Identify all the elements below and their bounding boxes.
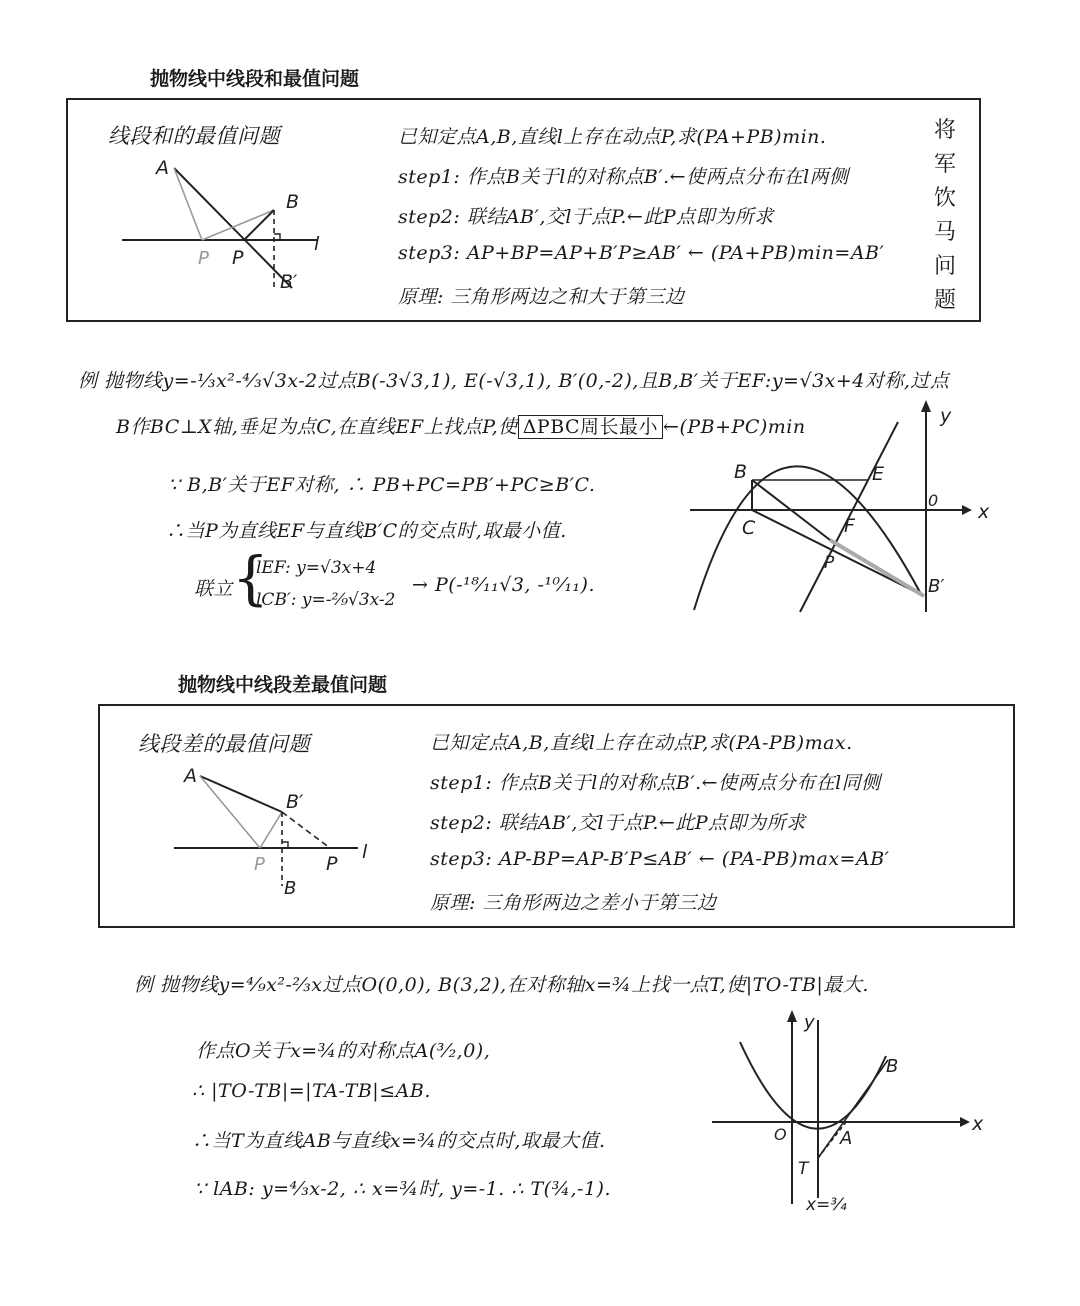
example1-boxed-phrase: ΔPBC周长最小 bbox=[518, 415, 663, 439]
label-O: 0 bbox=[928, 491, 939, 510]
side-char-1: 将 bbox=[933, 118, 956, 143]
section1-box bbox=[66, 98, 981, 322]
label-B: B bbox=[286, 191, 300, 213]
example1-sol1: ∵ B,B′关于EF对称, ∴ PB+PC=PB′+PC≥B′C. bbox=[168, 474, 596, 496]
segment-PB bbox=[244, 210, 274, 240]
x-axis-arrow-icon bbox=[962, 505, 972, 515]
example1-graph bbox=[690, 400, 990, 620]
section1-box-principle: 原理: 三角形两边之和大于第三边 bbox=[398, 286, 685, 308]
label-P: P bbox=[232, 247, 244, 269]
system-brace: { bbox=[232, 544, 269, 612]
segment-AP-gray bbox=[200, 776, 260, 848]
section2-box-step2: step2: 联结AB′,交l于点P.←此P点即为所求 bbox=[430, 812, 806, 834]
section1-box-title: 线段和的最值问题 bbox=[108, 124, 280, 148]
side-char-3: 饮 bbox=[933, 186, 956, 211]
label-F: F bbox=[844, 515, 855, 537]
example1-sol3-eq1: lEF: y=√3x+4 bbox=[256, 558, 377, 578]
section2-heading: 抛物线中线段差最值问题 bbox=[178, 674, 388, 696]
example1-line1: 例 抛物线y=-⅓x²-⁴⁄₃√3x-2过点B(-3√3,1), E(-√3,1), B′(0,-2),且B,B′关于EF:y=√3x+4对称,过点 bbox=[78, 370, 950, 392]
section1-figure bbox=[118, 157, 378, 320]
section1-box-line1: 已知定点A,B,直线l上存在动点P,求(PA+PB)min. bbox=[398, 126, 827, 148]
label-Bprime: B′ bbox=[280, 271, 298, 293]
side-char-6: 题 bbox=[933, 288, 956, 313]
section2-box bbox=[98, 704, 1015, 928]
label-symmetry-axis: x=¾ bbox=[806, 1195, 847, 1215]
section1-heading: 抛物线中线段和最值问题 bbox=[150, 68, 360, 90]
label-B: B bbox=[886, 1056, 899, 1077]
segment-PB-gray bbox=[202, 210, 274, 240]
label-A: A bbox=[184, 765, 197, 787]
label-O: O bbox=[774, 1125, 787, 1144]
label-l: l bbox=[362, 841, 368, 863]
y-axis-arrow-icon bbox=[787, 1010, 797, 1022]
label-B: B bbox=[284, 878, 297, 899]
example2-sol4: ∵ lAB: y=⁴⁄₃x-2, ∴ x=¾时, y=-1. ∴ T(¾,-1). bbox=[194, 1178, 611, 1200]
label-x: x bbox=[972, 1113, 984, 1135]
section2-box-line1: 已知定点A,B,直线l上存在动点P,求(PA-PB)max. bbox=[430, 732, 853, 754]
example1-sol3-label: 联立 bbox=[194, 578, 234, 600]
y-axis-arrow-icon bbox=[921, 400, 931, 412]
side-char-5: 问 bbox=[933, 254, 956, 279]
example2-sol2: ∴ |TO-TB|=|TA-TB|≤AB. bbox=[192, 1080, 431, 1102]
label-P-gray: P bbox=[198, 248, 209, 269]
label-P: P bbox=[824, 553, 835, 573]
section2-figure bbox=[170, 765, 400, 908]
example1-line2-post: ←(PB+PC)min bbox=[663, 416, 806, 438]
section2-box-step1: step1: 作点B关于l的对称点B′.←使两点分布在l同侧 bbox=[430, 772, 881, 794]
section2-box-step3: step3: AP-BP=AP-B′P≤AB′ ← (PA-PB)max=AB′ bbox=[430, 848, 890, 870]
label-A: A bbox=[156, 157, 169, 179]
extension-dashed bbox=[282, 812, 330, 848]
label-y: y bbox=[940, 405, 952, 427]
section1-side-label bbox=[930, 114, 960, 318]
segment-PBprime-highlight bbox=[830, 540, 924, 596]
section1-box-step3: step3: AP+BP=AP+B′P≥AB′ ← (PA+PB)min=AB′ bbox=[398, 242, 885, 264]
x-axis-arrow-icon bbox=[960, 1117, 970, 1127]
section2-box-principle: 原理: 三角形两边之差小于第三边 bbox=[430, 892, 717, 914]
label-P-gray: P bbox=[254, 854, 265, 875]
label-E: E bbox=[872, 463, 885, 485]
example1-sol3-eq2: lCB′: y=-²⁄₉√3x-2 bbox=[256, 590, 396, 610]
segment-AP-gray bbox=[174, 168, 202, 240]
example2-sol1: 作点O关于x=¾的对称点A(³⁄₂,0), bbox=[196, 1040, 491, 1062]
example1-sol2: ∴当P为直线EF与直线B′C的交点时,取最小值. bbox=[166, 520, 567, 542]
segment-ABp bbox=[200, 776, 282, 812]
example2-graph bbox=[710, 1008, 990, 1218]
label-Bprime: B′ bbox=[928, 576, 945, 597]
label-x: x bbox=[978, 501, 990, 523]
label-y: y bbox=[804, 1012, 815, 1033]
label-l: l bbox=[314, 233, 320, 255]
segment-PBp-gray bbox=[260, 812, 282, 848]
label-B: B bbox=[734, 461, 748, 483]
section1-box-step1: step1: 作点B关于l的对称点B′.←使两点分布在l两侧 bbox=[398, 166, 849, 188]
label-Bprime: B′ bbox=[286, 791, 304, 813]
example1-sol3-result: → P(-¹⁸⁄₁₁√3, -¹⁰⁄₁₁). bbox=[412, 574, 596, 596]
example1-line2-pre: B作BC⊥X轴,垂足为点C,在直线EF上找点P,使 bbox=[116, 416, 518, 438]
side-char-4: 马 bbox=[933, 220, 956, 245]
section2-box-title: 线段差的最值问题 bbox=[138, 732, 310, 756]
label-A: A bbox=[840, 1128, 853, 1149]
line-AB bbox=[818, 1060, 888, 1158]
example2-sol3: ∴当T为直线AB与直线x=¾的交点时,取最大值. bbox=[192, 1130, 606, 1152]
label-C: C bbox=[742, 517, 756, 539]
label-T: T bbox=[798, 1159, 809, 1179]
parabola bbox=[740, 1042, 886, 1129]
example2-line1: 例 抛物线y=⁴⁄₉x²-⅔x过点O(0,0), B(3,2),在对称轴x=¾上找一点T,使|TO-TB|最大. bbox=[134, 974, 869, 996]
section1-box-step2: step2: 联结AB′,交l于点P.←此P点即为所求 bbox=[398, 206, 774, 228]
side-char-2: 军 bbox=[933, 152, 956, 177]
label-P: P bbox=[326, 853, 338, 875]
